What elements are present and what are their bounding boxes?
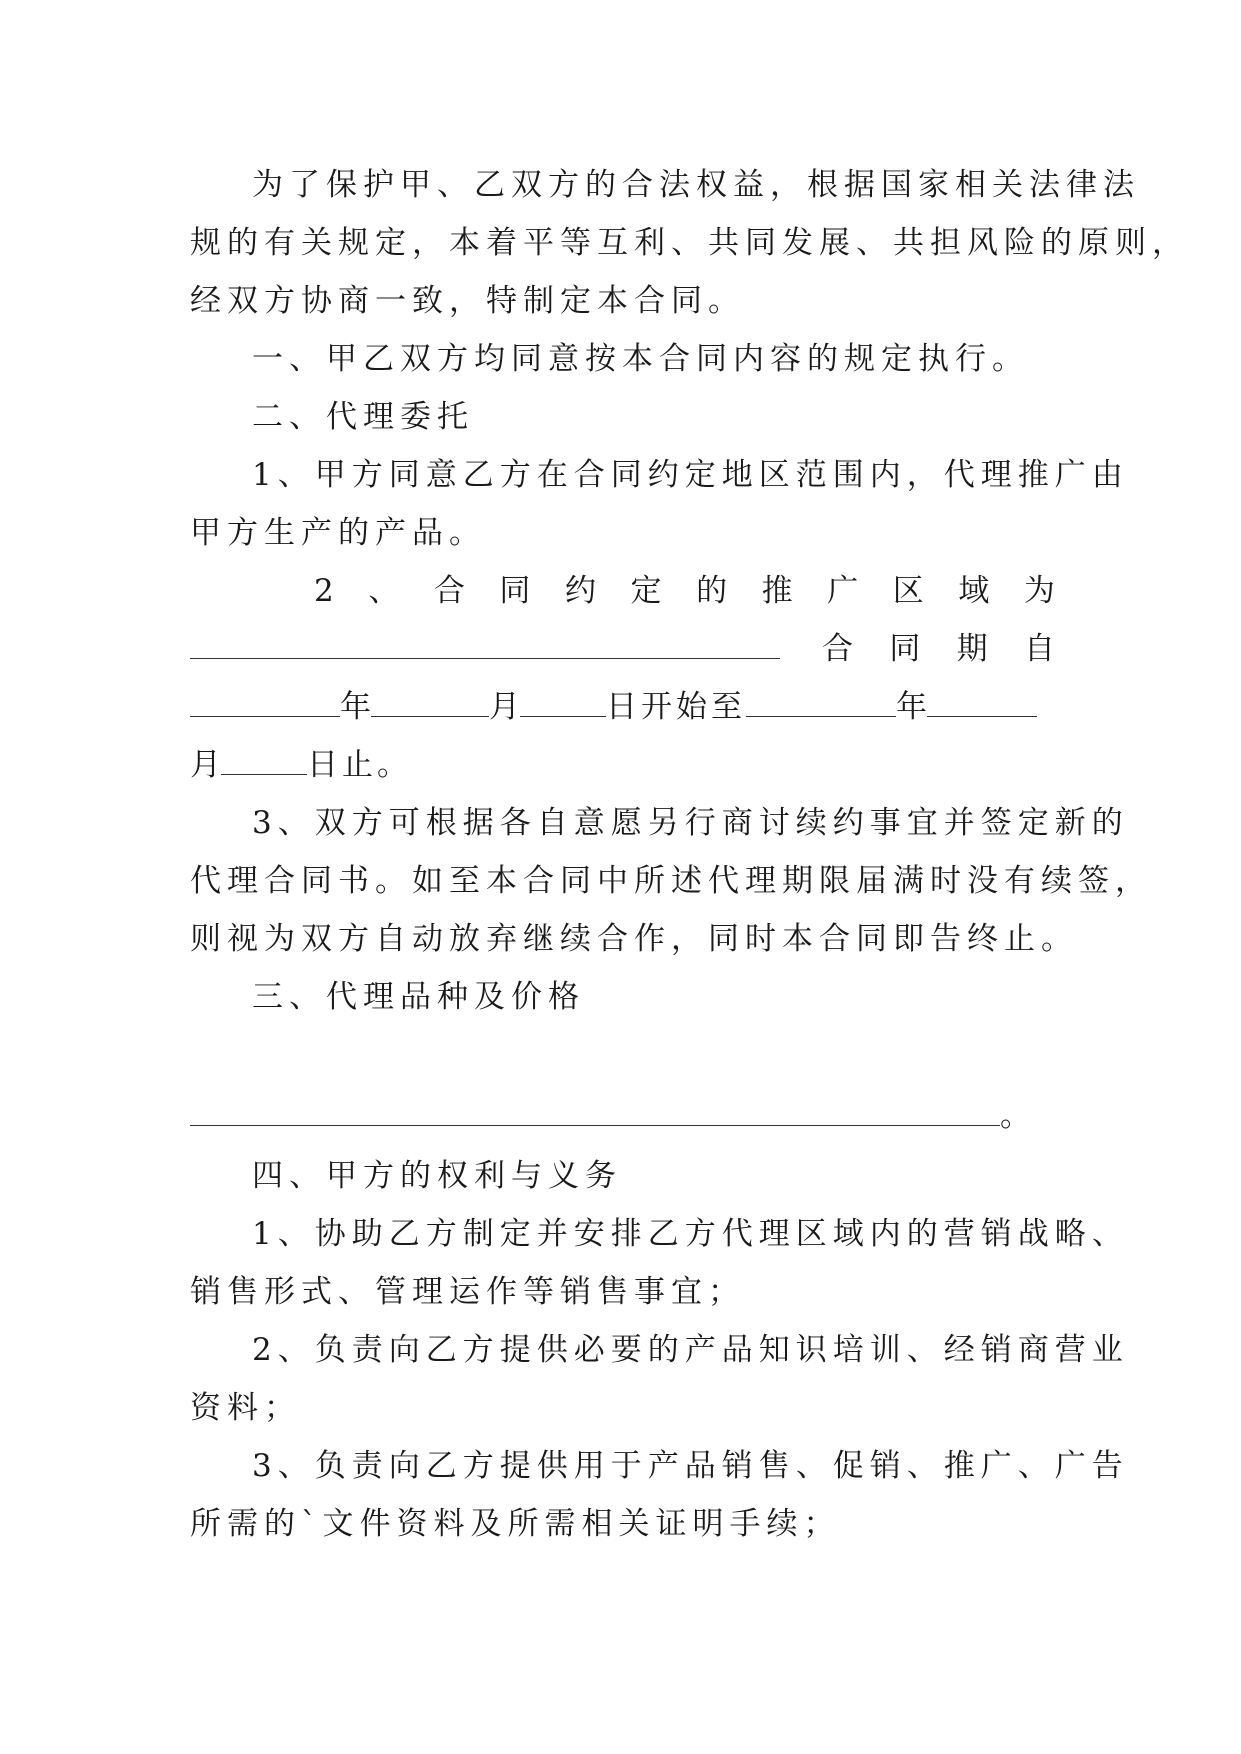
char: 2 bbox=[314, 573, 334, 609]
char: 区 bbox=[892, 573, 924, 609]
article-2-item-3-line-3: 则视为双方自动放弃继续合作，同时本合同即告终止。 bbox=[190, 921, 1078, 957]
char: 广 bbox=[827, 573, 859, 609]
char: 合 bbox=[822, 631, 853, 667]
article-2-item-2-line-3 bbox=[190, 687, 1055, 727]
char: 域 bbox=[958, 573, 990, 609]
article-2-item-1-line-2: 甲方生产的产品。 bbox=[190, 515, 486, 551]
day-end-label: 日止。 bbox=[307, 747, 412, 783]
article-4-item-3-line-1: 3、负责向乙方提供用于产品销售、促销、推广、广告 bbox=[252, 1448, 1129, 1484]
article-3-blank-line bbox=[190, 1096, 1055, 1136]
month-label: 月 bbox=[190, 747, 221, 783]
article-4-item-1-line-1: 1、协助乙方制定并安排乙方代理区域内的营销战略、 bbox=[252, 1216, 1129, 1252]
blank-day-start bbox=[520, 690, 606, 717]
blank-month-start bbox=[371, 690, 489, 717]
paragraph-intro-line-3: 经双方协商一致，特制定本合同。 bbox=[190, 283, 745, 319]
char: 推 bbox=[761, 573, 793, 609]
year-label: 年 bbox=[896, 689, 927, 725]
article-2-title: 二、代理委托 bbox=[252, 399, 474, 435]
char: 约 bbox=[564, 573, 596, 609]
contract-period-label bbox=[822, 629, 1055, 669]
month-label: 月 bbox=[489, 689, 520, 725]
article-1: 一、甲乙双方均同意按本合同内容的规定执行。 bbox=[252, 341, 1029, 377]
article-4-item-2-line-2: 资料； bbox=[190, 1390, 301, 1426]
article-4-item-2-line-1: 2、负责向乙方提供必要的产品知识培训、经销商营业 bbox=[252, 1332, 1129, 1368]
char: 同 bbox=[889, 631, 921, 667]
blank-year-end bbox=[746, 690, 896, 717]
char: 定 bbox=[630, 573, 662, 609]
blank-region bbox=[190, 632, 780, 659]
article-2-item-2-line-2 bbox=[190, 629, 1055, 669]
day-start-label: 日开始至 bbox=[606, 689, 746, 725]
article-2-item-1-line-1: 1、甲方同意乙方在合同约定地区范围内，代理推广由 bbox=[252, 457, 1129, 493]
blank-year-start bbox=[190, 690, 340, 717]
article-3-title: 三、代理品种及价格 bbox=[252, 979, 585, 1015]
year-label: 年 bbox=[340, 689, 371, 725]
char: 的 bbox=[696, 573, 728, 609]
article-2-item-3-line-1: 3、双方可根据各自意愿另行商讨续约事宜并签定新的 bbox=[252, 805, 1129, 841]
period: 。 bbox=[1000, 1098, 1031, 1134]
article-2-item-2-line-1 bbox=[190, 571, 1055, 611]
article-4-item-1-line-2: 销售形式、管理运作等销售事宜； bbox=[190, 1274, 745, 1310]
char: 期 bbox=[956, 631, 988, 667]
blank-month-end bbox=[927, 690, 1037, 717]
article-2-item-3-line-2: 代理合同书。如至本合同中所述代理期限届满时没有续签， bbox=[190, 863, 1152, 899]
article-4-title: 四、甲方的权利与义务 bbox=[252, 1158, 622, 1194]
char: 同 bbox=[499, 573, 531, 609]
blank-varieties-prices bbox=[190, 1099, 1000, 1126]
paragraph-intro-line-1: 为了保护甲、乙双方的合法权益，根据国家相关法律法 bbox=[252, 167, 1140, 203]
article-4-item-3-line-2: 所需的`文件资料及所需相关证明手续； bbox=[190, 1506, 841, 1542]
blank-day-end bbox=[221, 748, 307, 775]
char: 合 bbox=[433, 573, 465, 609]
article-2-item-2-line-4 bbox=[190, 745, 1055, 785]
char: 为 bbox=[1023, 573, 1055, 609]
char: 、 bbox=[368, 573, 400, 609]
paragraph-intro-line-2: 规的有关规定，本着平等互利、共同发展、共担风险的原则， bbox=[190, 225, 1189, 261]
char: 自 bbox=[1023, 631, 1055, 667]
